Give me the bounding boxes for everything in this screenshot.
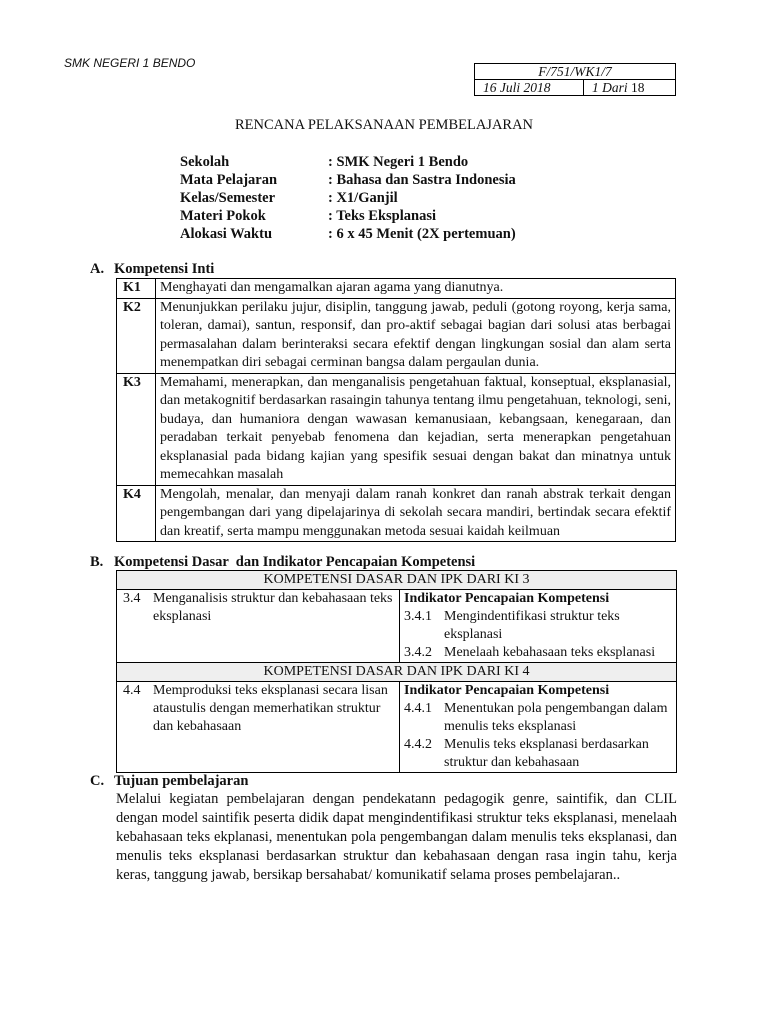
table-row [117, 298, 676, 373]
doc-code: F/751/WK1/7 [475, 64, 676, 80]
kd-item [123, 590, 395, 626]
doc-date: 16 Juli 2018 [475, 80, 584, 96]
ipk-number: 3.4.2 [404, 645, 432, 660]
kd-band-ki3: KOMPETENSI DASAR DAN IPK DARI KI 3 [117, 571, 677, 590]
kd-text: Memproduksi teks eksplanasi secara lisan ataustulis dengan memerhatikan struktur dan kebahasaan [153, 683, 388, 734]
ipk-text: Mengindentifikasi struktur teks eksplanasi [444, 609, 620, 642]
kd-text: Menganalisis struktur dan kebahasaan teks eksplanasi [153, 591, 393, 624]
page-total: 18 [631, 80, 645, 95]
page-prefix: 1 Dari [592, 80, 628, 95]
info-value: : SMK Negeri 1 Bendo [328, 154, 469, 170]
ki-code: K2 [117, 298, 156, 373]
kd-number: 3.4 [123, 591, 141, 606]
ipk-cell [400, 590, 677, 663]
kd-item [123, 682, 395, 736]
ipk-item [404, 700, 672, 736]
section-title: Kompetensi Dasar dan Indikator Pencapaian Kompetensi [114, 554, 476, 570]
table-row [117, 571, 677, 590]
section-a-heading [90, 260, 214, 278]
tujuan-paragraph: Melalui kegiatan pembelajaran dengan pendekatann pedagogik genre, saintifik, dan CLIL dengan model saintifik peserta didik dapat mengindentifikasi struktur teks eksplanasi, menelaah kebahasaan teks ekplanasi, menentukan pola pengembangan dalam menulis teks eksplanasi, dan menulis teks eksplanasi berdasarkan struktur dan kebahasaan dengan rasa ingin tahu, kerja keras, tanggung jawab, bersikap bersahabat/ komunikatif selama proses pembelajaran.. [116, 791, 677, 883]
ipk-item [404, 644, 672, 662]
table-row [117, 590, 677, 663]
indicator-title: Indikator Pencapaian Kompetensi [404, 591, 610, 606]
section-number: C. [90, 773, 105, 789]
section-c-heading [90, 772, 248, 790]
section-b-heading [90, 553, 475, 571]
info-row-sekolah [180, 153, 516, 171]
ipk-cell [400, 682, 677, 773]
school-header: SMK NEGERI 1 BENDO [64, 56, 196, 70]
info-label: Materi Pokok [180, 208, 266, 224]
info-row-materi-pokok [180, 207, 516, 225]
info-label: Sekolah [180, 154, 230, 170]
document-title: RENCANA PELAKSANAAN PEMBELAJARAN [234, 117, 534, 133]
ki-text: Memahami, menerapkan, dan menganalisis pengetahuan faktual, konseptual, eksplanasial, dan metakognitif berdasarkan rasaingin tahunya tentang ilmu pengetahuan, teknologi, seni, budaya, dan humaniora dengan wawasan kemanusiaan, kebangsaan, kenegaraan, dan peradaban terkait penyebab fenomena dan kejadian, serta menerapkan pengetahuan eksplanasial pada bidang kajian yang spesifik sesuai dengan bakat dan minatnya untuk memecahkan masalah [156, 373, 676, 485]
ki-text: Menghayati dan mengamalkan ajaran agama yang dianutnya. [156, 279, 676, 299]
ipk-item [404, 608, 672, 644]
info-label: Kelas/Semester [180, 190, 276, 206]
ki-code: K3 [117, 373, 156, 485]
info-row-mata-pelajaran [180, 171, 516, 189]
ki-text: Mengolah, menalar, dan menyaji dalam ranah konkret dan ranah abstrak terkait dengan pengembangan dari yang dipelajarinya di sekolah secara mandiri, bertindak secara efektif dan kreatif, serta mampu menggunakan metoda sesuai kaidah keilmuan [156, 485, 676, 542]
kd-cell [117, 590, 400, 663]
ki-code: K4 [117, 485, 156, 542]
info-row-alokasi-waktu [180, 225, 516, 243]
ipk-text: Menulis teks eksplanasi berdasarkan struktur dan kebahasaan [444, 737, 649, 770]
section-title: Tujuan pembelajaran [114, 773, 249, 789]
section-title: Kompetensi Inti [114, 261, 215, 277]
info-row-kelas-semester [180, 189, 516, 207]
table-row [117, 663, 677, 682]
kd-number: 4.4 [123, 683, 141, 698]
info-value: : Teks Eksplanasi [328, 208, 437, 224]
kd-cell [117, 682, 400, 773]
info-value: : 6 x 45 Menit (2X pertemuan) [328, 226, 516, 242]
table-row [117, 485, 676, 542]
info-label: Alokasi Waktu [180, 226, 273, 242]
kompetensi-inti-table [116, 278, 676, 542]
ipk-item [404, 736, 672, 772]
section-number: B. [90, 554, 104, 570]
ipk-number: 4.4.1 [404, 701, 432, 716]
ipk-text: Menentukan pola pengembangan dalam menulis teks eksplanasi [444, 701, 668, 734]
ki-code: K1 [117, 279, 156, 299]
ipk-text: Menelaah kebahasaan teks eksplanasi [444, 645, 656, 660]
identity-block [180, 153, 516, 243]
indicator-title: Indikator Pencapaian Kompetensi [404, 683, 610, 698]
table-row [117, 279, 676, 299]
info-value: : X1/Ganjil [328, 190, 398, 206]
info-label: Mata Pelajaran [180, 172, 278, 188]
kd-band-ki4: KOMPETENSI DASAR DAN IPK DARI KI 4 [117, 663, 677, 682]
table-row [117, 373, 676, 485]
document-code-box [474, 63, 676, 96]
ipk-number: 4.4.2 [404, 737, 432, 752]
kompetensi-dasar-table [116, 570, 677, 773]
ipk-number: 3.4.1 [404, 609, 432, 624]
ki-text: Menunjukkan perilaku jujur, disiplin, tanggung jawab, peduli (gotong royong, kerja sama, toleran, damai), santun, responsif, dan pro-aktif sebagai bagian dari solusi atas berbagai permasalahan dalam berinteraksi secara efektif dengan lingkungan sosial dan alam serta menempatkan diri sebagai cerminan bangsa dalam pergaulan dunia. [156, 298, 676, 373]
doc-page [584, 80, 676, 96]
table-row [117, 682, 677, 773]
info-value: : Bahasa dan Sastra Indonesia [328, 172, 516, 188]
section-number: A. [90, 261, 105, 277]
